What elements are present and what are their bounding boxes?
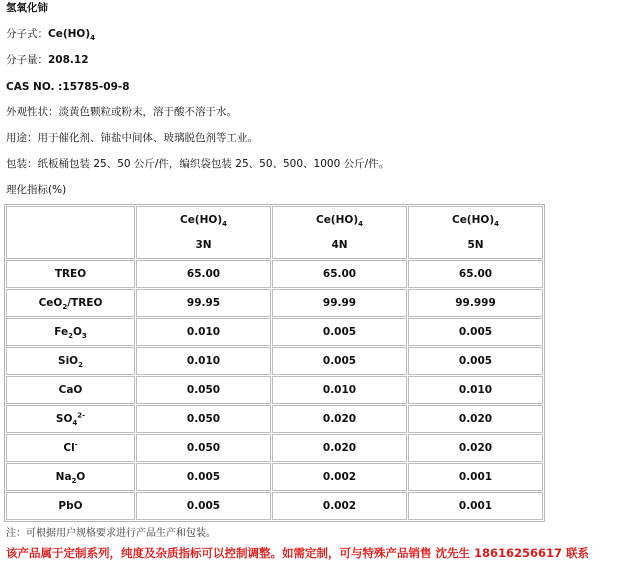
cas-value: 15785-09-8 (62, 81, 130, 93)
header-product-name: Ce(HO) (315, 213, 359, 226)
value-cell: 0.010 (136, 318, 271, 346)
value-cell: 65.00 (408, 260, 543, 288)
usage-label: 用途： (6, 132, 38, 144)
value-cell: 0.050 (136, 376, 271, 404)
value-cell: 0.050 (136, 434, 271, 462)
value-cell: 65.00 (136, 260, 271, 288)
header-grade: 5N (467, 238, 484, 251)
header-product-name: Ce(HO) (451, 213, 495, 226)
header-product-name: Ce(HO) (179, 213, 223, 226)
table-row (6, 492, 543, 520)
value-cell: 99.999 (408, 289, 543, 317)
header-cell-1 (272, 206, 407, 259)
indicator-suffix: O (76, 470, 86, 483)
indicator-suffix: /TREO (67, 296, 103, 309)
indicator-name: Fe (54, 325, 69, 338)
header-cell-0 (136, 206, 271, 259)
indicator-sub: 2 (71, 476, 77, 485)
value-cell: 0.005 (408, 318, 543, 346)
row-name-cell (6, 405, 135, 433)
value-cell: 0.010 (272, 376, 407, 404)
value-cell: 99.99 (272, 289, 407, 317)
value-cell: 0.010 (408, 376, 543, 404)
indicator-sub: 2 (68, 331, 73, 340)
table-row (6, 376, 543, 404)
value-cell: 0.005 (272, 347, 407, 375)
indicator-sup: - (74, 440, 78, 448)
value-cell: 0.002 (272, 492, 407, 520)
indicator-name: PbO (58, 499, 83, 512)
formula-base: Ce(HO) (48, 28, 91, 40)
table-row (6, 434, 543, 462)
indicator-sub2: 3 (81, 331, 87, 340)
table-header-row (6, 206, 543, 259)
header-grade: 4N (331, 238, 348, 251)
value-cell: 0.005 (136, 492, 271, 520)
row-name-cell (6, 347, 135, 375)
weight-line (6, 53, 89, 67)
indicator-name: TREO (54, 267, 87, 280)
indicator-sup: 2- (77, 411, 86, 419)
appearance-value: 淡黄色颗粒或粉末，溶于酸不溶于水。 (58, 106, 237, 118)
indicator-name: SO (55, 412, 73, 425)
row-name-cell (6, 434, 135, 462)
value-cell: 0.020 (272, 405, 407, 433)
value-cell: 99.95 (136, 289, 271, 317)
indicator-name: CeO (38, 296, 63, 309)
value-cell: 0.001 (408, 463, 543, 491)
cas-label: CAS NO. : (6, 81, 63, 93)
footnote: 注：可根据用户规格要求进行产品生产和包装。 (6, 528, 216, 539)
indicator-suffix: O (72, 325, 82, 338)
indicator-sub: 2 (62, 302, 68, 311)
row-name-cell (6, 492, 135, 520)
value-cell: 0.001 (408, 492, 543, 520)
formula-sub: 4 (90, 34, 96, 43)
indicator-name: Cl (63, 441, 75, 454)
header-cell-2 (408, 206, 543, 259)
value-cell: 0.050 (136, 405, 271, 433)
packaging-value: 纸板桶包装 25、50 公斤/件，编织袋包装 25、50、500、1000 公斤/件。 (37, 158, 390, 170)
indicator-sub: 2 (78, 360, 83, 369)
packaging-line (6, 157, 389, 171)
table-row (6, 289, 543, 317)
appearance-label: 外观性状： (6, 106, 59, 118)
header-product-sub: 4 (494, 219, 499, 228)
spec-title: 理化指标(%) (6, 184, 67, 196)
row-name-cell (6, 463, 135, 491)
indicator-name: Na (55, 470, 72, 483)
indicator-sub: 4 (72, 418, 78, 427)
usage-line (6, 131, 258, 145)
value-cell: 0.002 (272, 463, 407, 491)
row-name-cell (6, 376, 135, 404)
row-name-cell (6, 318, 135, 346)
weight-value: 208.12 (48, 54, 89, 66)
indicator-name: CaO (58, 383, 83, 396)
value-cell: 0.020 (408, 434, 543, 462)
header-product-sub: 4 (222, 219, 227, 228)
value-cell: 0.020 (272, 434, 407, 462)
value-cell: 0.010 (136, 347, 271, 375)
value-cell: 0.005 (136, 463, 271, 491)
table-row (6, 260, 543, 288)
header-product-sub: 4 (358, 219, 363, 228)
appearance-line (6, 105, 237, 119)
usage-value: 用于催化剂、铈盐中间体、玻璃脱色剂等工业。 (37, 132, 258, 144)
header-grade: 3N (195, 238, 212, 251)
value-cell: 65.00 (272, 260, 407, 288)
table-row (6, 463, 543, 491)
formula-line (6, 27, 95, 41)
weight-label: 分子量： (6, 54, 48, 66)
table-row (6, 318, 543, 346)
value-cell: 0.005 (408, 347, 543, 375)
spec-table (4, 204, 545, 522)
table-row (6, 347, 543, 375)
indicator-name: SiO (58, 354, 79, 367)
row-name-cell (6, 260, 135, 288)
row-name-cell (6, 289, 135, 317)
cas-line (6, 80, 130, 94)
product-title: 氢氧化铈 (6, 2, 48, 14)
value-cell: 0.005 (272, 318, 407, 346)
packaging-label: 包装： (6, 158, 38, 170)
formula-label: 分子式： (6, 28, 48, 40)
value-cell: 0.020 (408, 405, 543, 433)
header-blank-cell (6, 206, 135, 259)
table-row (6, 405, 543, 433)
contact-notice: 该产品属于定制系列，纯度及杂质指标可以控制调整。如需定制，可与特殊产品销售 沈先生 18616256617 联系 (6, 546, 590, 560)
